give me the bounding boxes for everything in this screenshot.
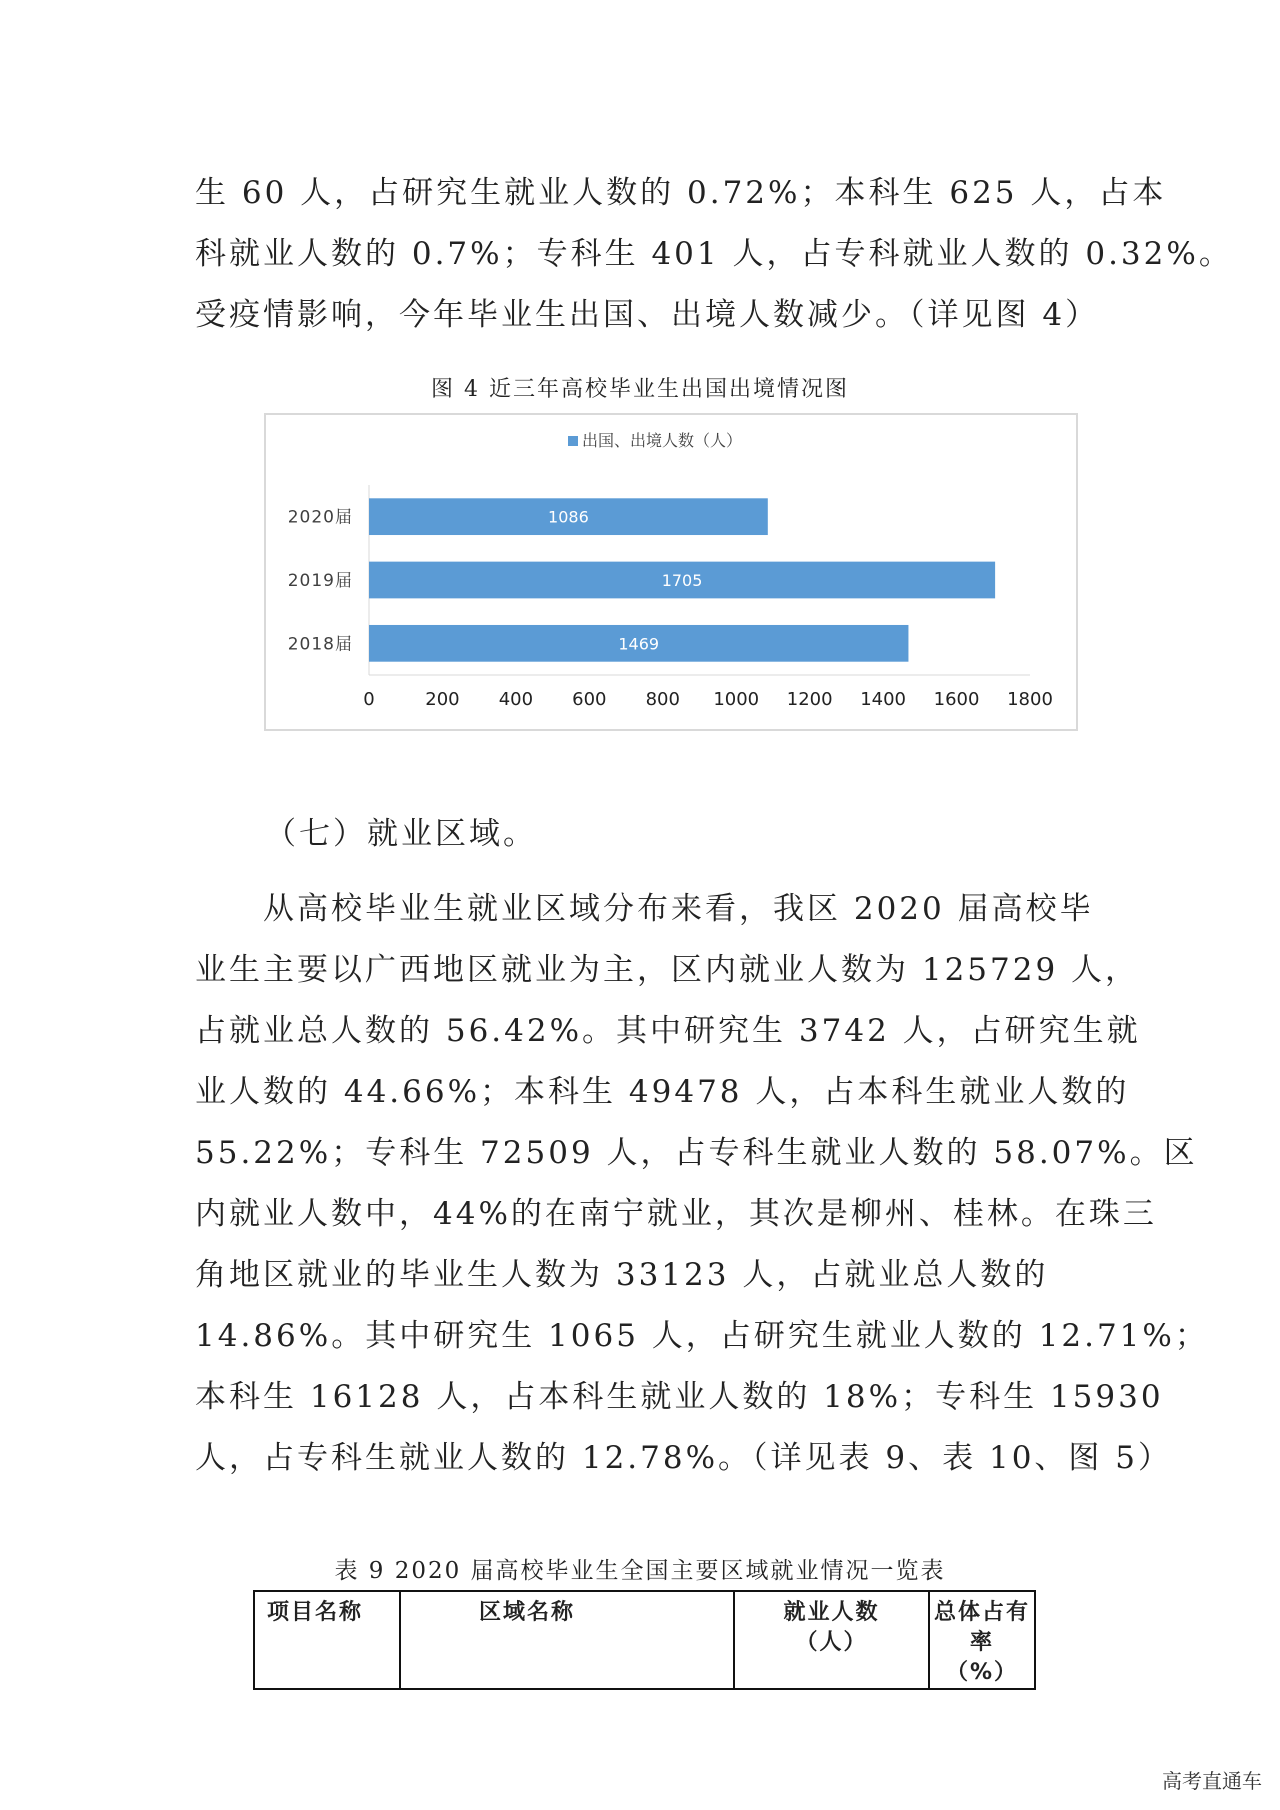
x-tick-label: 400 (498, 689, 534, 710)
x-tick-label: 0 (363, 689, 375, 710)
chart-legend (568, 431, 742, 450)
header-employed-count (734, 1591, 929, 1689)
x-tick-labels (363, 689, 1053, 710)
header-region-name (400, 1591, 734, 1689)
legend-swatch (568, 436, 578, 446)
text-line: 从高校毕业生就业区域分布来看，我区 2020 届高校毕 (263, 891, 1094, 927)
legend-label: 出国、出境人数（人） (582, 431, 743, 450)
x-tick-label: 800 (645, 689, 680, 710)
category-label: 2018届 (287, 634, 353, 655)
table-caption: 表 9 2020 届高校毕业生全国主要区域就业情况一览表 (334, 1558, 946, 1584)
paragraph-region (195, 818, 1209, 1489)
header-text: 就业人数 (783, 1600, 880, 1625)
region-employment-table (253, 1590, 1036, 1690)
bar-chart (266, 415, 1076, 729)
category-labels (288, 508, 353, 655)
text-line: 科就业人数的 0.7%；专科生 401 人，占专科就业人数的 0.32%。 (195, 236, 1233, 272)
header-item-name (254, 1591, 400, 1689)
bar-value-label: 1469 (618, 634, 660, 654)
bar-value-label: 1086 (548, 507, 589, 527)
x-tick-label: 1200 (786, 689, 833, 710)
text-line: 55.22%；专科生 72509 人，占专科生就业人数的 58.07%。区 (195, 1135, 1198, 1171)
header-text: 总体占有率 (934, 1600, 1031, 1655)
x-tick-label: 1400 (860, 689, 907, 710)
x-tick-label: 600 (572, 689, 607, 710)
text-line: 内就业人数中，44%的在南宁就业，其次是柳州、桂林。在珠三 (195, 1196, 1157, 1232)
header-text: 区域名称 (479, 1600, 576, 1625)
text-line: 人，占专科生就业人数的 12.78%。（详见表 9、表 10、图 5） (195, 1440, 1173, 1476)
x-tick-label: 1600 (933, 689, 980, 710)
header-text: 项目名称 (267, 1600, 364, 1625)
header-unit: （%） (945, 1660, 1019, 1685)
text-line: 生 60 人，占研究生就业人数的 0.72%；本科生 625 人，占本 (195, 175, 1167, 211)
header-overall-rate (929, 1591, 1035, 1689)
category-label: 2019届 (287, 571, 353, 591)
category-label: 2020届 (287, 507, 353, 528)
text-line (195, 818, 1095, 879)
paragraph-overseas (195, 163, 1233, 346)
text-line: 业生主要以广西地区就业为主，区内就业人数为 125729 人， (195, 952, 1140, 988)
x-tick-label: 1800 (1007, 689, 1053, 710)
text-line: 角地区就业的毕业生人数为 33123 人，占就业总人数的 (195, 1257, 1049, 1293)
x-tick-label: 1000 (713, 689, 760, 710)
text-line: 14.86%。其中研究生 1065 人，占研究生就业人数的 12.71%； (195, 1318, 1209, 1354)
chart-frame (264, 413, 1078, 731)
watermark: 高考直通车 (1162, 1769, 1262, 1793)
bar-value-label: 1705 (661, 571, 703, 590)
table-header-row (254, 1591, 1035, 1689)
figure-caption: 图 4 近三年高校毕业生出国出境情况图 (431, 377, 849, 402)
text-line: 业人数的 44.66%；本科生 49478 人，占本科生就业人数的 (195, 1074, 1130, 1110)
text-line: 受疫情影响，今年毕业生出国、出境人数减少。（详见图 4） (195, 297, 1100, 333)
section-heading: （七）就业区域。 (265, 816, 537, 852)
text-line: 占就业总人数的 56.42%。其中研究生 3742 人，占研究生就 (195, 1013, 1141, 1049)
bars (369, 498, 995, 661)
x-tick-label: 200 (425, 689, 460, 710)
text-line: 本科生 16128 人，占本科生就业人数的 18%；专科生 15930 (195, 1379, 1164, 1415)
header-unit: （人） (795, 1630, 868, 1655)
